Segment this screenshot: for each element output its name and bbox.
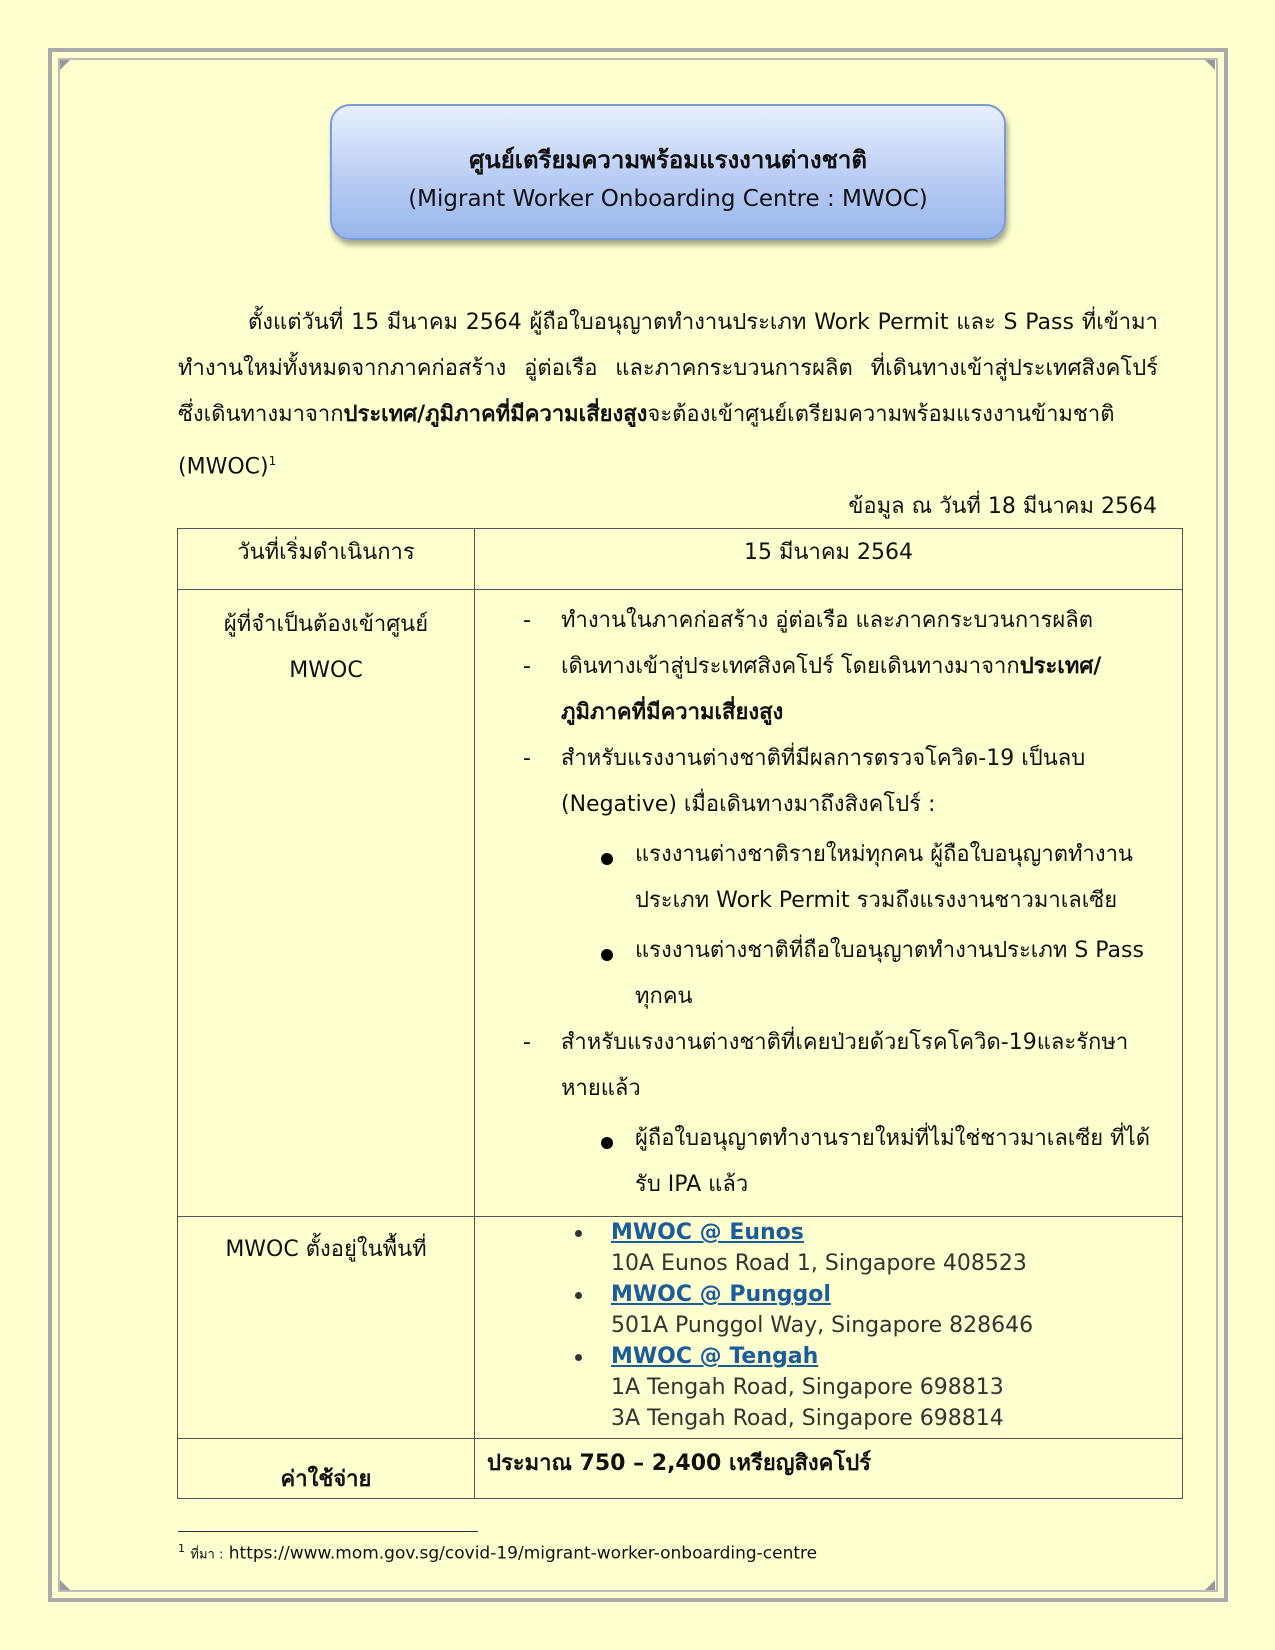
- bullet-icon: [601, 1137, 613, 1149]
- location-address: 501A Punggol Way, Singapore 828646: [611, 1313, 1034, 1338]
- list-item: [475, 1020, 1162, 1112]
- dash-marker: -: [523, 746, 531, 771]
- list-item: [475, 736, 1162, 828]
- table-row: [178, 1217, 1183, 1439]
- locations-cell: [475, 1217, 1183, 1439]
- intro-paragraph: [178, 300, 1158, 490]
- start-date-value: 15 มีนาคม 2564: [475, 529, 1183, 590]
- dash-marker: -: [523, 1030, 531, 1055]
- location-address: 10A Eunos Road 1, Singapore 408523: [611, 1251, 1027, 1276]
- location-label: MWOC ตั้งอยู่ในพื้นที่: [178, 1217, 475, 1439]
- list-item: [475, 1217, 1182, 1279]
- bullet-icon: [601, 853, 613, 865]
- required-label-line2: MWOC: [289, 658, 363, 683]
- list-item: [475, 644, 1162, 736]
- title-thai: ศูนย์เตรียมความพร้อมแรงงานต่างชาติ: [469, 146, 867, 174]
- location-link-eunos[interactable]: MWOC @ Eunos: [611, 1220, 804, 1245]
- cost-value: ประมาณ 750 – 2,400 เหรียญสิงคโปร์: [475, 1439, 1183, 1499]
- location-link-punggol[interactable]: MWOC @ Punggol: [611, 1282, 831, 1307]
- list-item: [475, 598, 1162, 644]
- requirement-subtext: ผู้ถือใบอนุญาตทำงานรายใหม่ที่ไม่ใช่ชาวมาเลเซีย ที่ได้รับ IPA แล้ว: [635, 1126, 1150, 1197]
- info-table: [177, 528, 1183, 1499]
- corner-ornament: [1205, 1580, 1215, 1590]
- as-of-date: ข้อมูล ณ วันที่ 18 มีนาคม 2564: [848, 494, 1157, 519]
- corner-ornament: [60, 60, 70, 70]
- required-label-line1: ผู้ที่จำเป็นต้องเข้าศูนย์: [223, 612, 429, 637]
- bullet-icon: [575, 1230, 582, 1237]
- list-item: [475, 928, 1162, 1020]
- requirement-text: เดินทางเข้าสู่ประเทศสิงคโปร์ โดยเดินทางมาจาก: [561, 654, 1020, 679]
- list-item: [475, 832, 1162, 924]
- footnote: [178, 1542, 817, 1565]
- cost-label: ค่าใช้จ่าย: [178, 1439, 475, 1499]
- table-row: [178, 590, 1183, 1217]
- requirement-text: สำหรับแรงงานต่างชาติที่มีผลการตรวจโควิด-19 เป็นลบ (Negative) เมื่อเดินทางมาถึงสิงคโปร์ :: [561, 746, 1086, 817]
- bullet-icon: [575, 1292, 582, 1299]
- intro-text-2: จะต้องเข้าศูนย์เตรียมความพร้อมแรงงานข้ามชาติ (MWOC): [178, 402, 1115, 480]
- list-item: [475, 1341, 1182, 1434]
- footnote-ref[interactable]: 1: [268, 454, 277, 468]
- bullet-icon: [575, 1354, 582, 1361]
- corner-ornament: [1205, 60, 1215, 70]
- footnote-label: ที่มา :: [190, 1547, 224, 1563]
- footnote-number: 1: [178, 1542, 185, 1555]
- start-date-label: วันที่เริ่มดำเนินการ: [178, 529, 475, 590]
- intro-text-1: ตั้งแต่วันที่ 15 มีนาคม 2564 ผู้ถือใบอนุญาตทำงานประเภท Work Permit และ S Pass ที่เข้ามาทำงานใหม่ทั้งหมดจากภาคก่อสร้าง อู่ต่อเรือ และภาคกระบวนการผลิต ที่เดินทางเข้าสู่ประเทศสิงคโปร์ ซึ่งเดินทางมาจาก: [178, 310, 1158, 427]
- table-row: [178, 529, 1183, 590]
- list-item: [475, 1279, 1182, 1341]
- title-box: [330, 104, 1006, 240]
- location-address: 1A Tengah Road, Singapore 698813: [611, 1375, 1004, 1400]
- bullet-icon: [601, 949, 613, 961]
- footnote-url[interactable]: https://www.mom.gov.sg/covid-19/migrant-worker-onboarding-centre: [228, 1543, 818, 1564]
- corner-ornament: [60, 1580, 70, 1590]
- title-english: (Migrant Worker Onboarding Centre : MWOC): [408, 186, 928, 212]
- requirement-text: ทำงานในภาคก่อสร้าง อู่ต่อเรือ และภาคกระบวนการผลิต: [561, 608, 1093, 633]
- footnote-divider: [178, 1531, 478, 1532]
- requirement-text-bold: ประเทศ/ภูมิภาคที่มีความเสี่ยงสูง: [561, 654, 1102, 725]
- location-link-tengah[interactable]: MWOC @ Tengah: [611, 1344, 819, 1369]
- list-item: [475, 1116, 1162, 1208]
- location-address: 3A Tengah Road, Singapore 698814: [611, 1406, 1004, 1431]
- dash-marker: -: [523, 608, 531, 633]
- dash-marker: -: [523, 654, 531, 679]
- requirement-subtext: แรงงานต่างชาติรายใหม่ทุกคน ผู้ถือใบอนุญาตทำงานประเภท Work Permit รวมถึงแรงงานชาวมาเลเซีย: [635, 842, 1133, 913]
- requirement-subtext: แรงงานต่างชาติที่ถือใบอนุญาตทำงานประเภท S Pass ทุกคน: [635, 938, 1144, 1009]
- requirement-text: สำหรับแรงงานต่างชาติที่เคยป่วยด้วยโรคโควิด-19และรักษาหายแล้ว: [561, 1030, 1129, 1101]
- required-label: [178, 590, 475, 1217]
- intro-text-bold: ประเทศ/ภูมิภาคที่มีความเสี่ยงสูง: [343, 402, 648, 427]
- table-row: [178, 1439, 1183, 1499]
- requirements-cell: [475, 590, 1183, 1217]
